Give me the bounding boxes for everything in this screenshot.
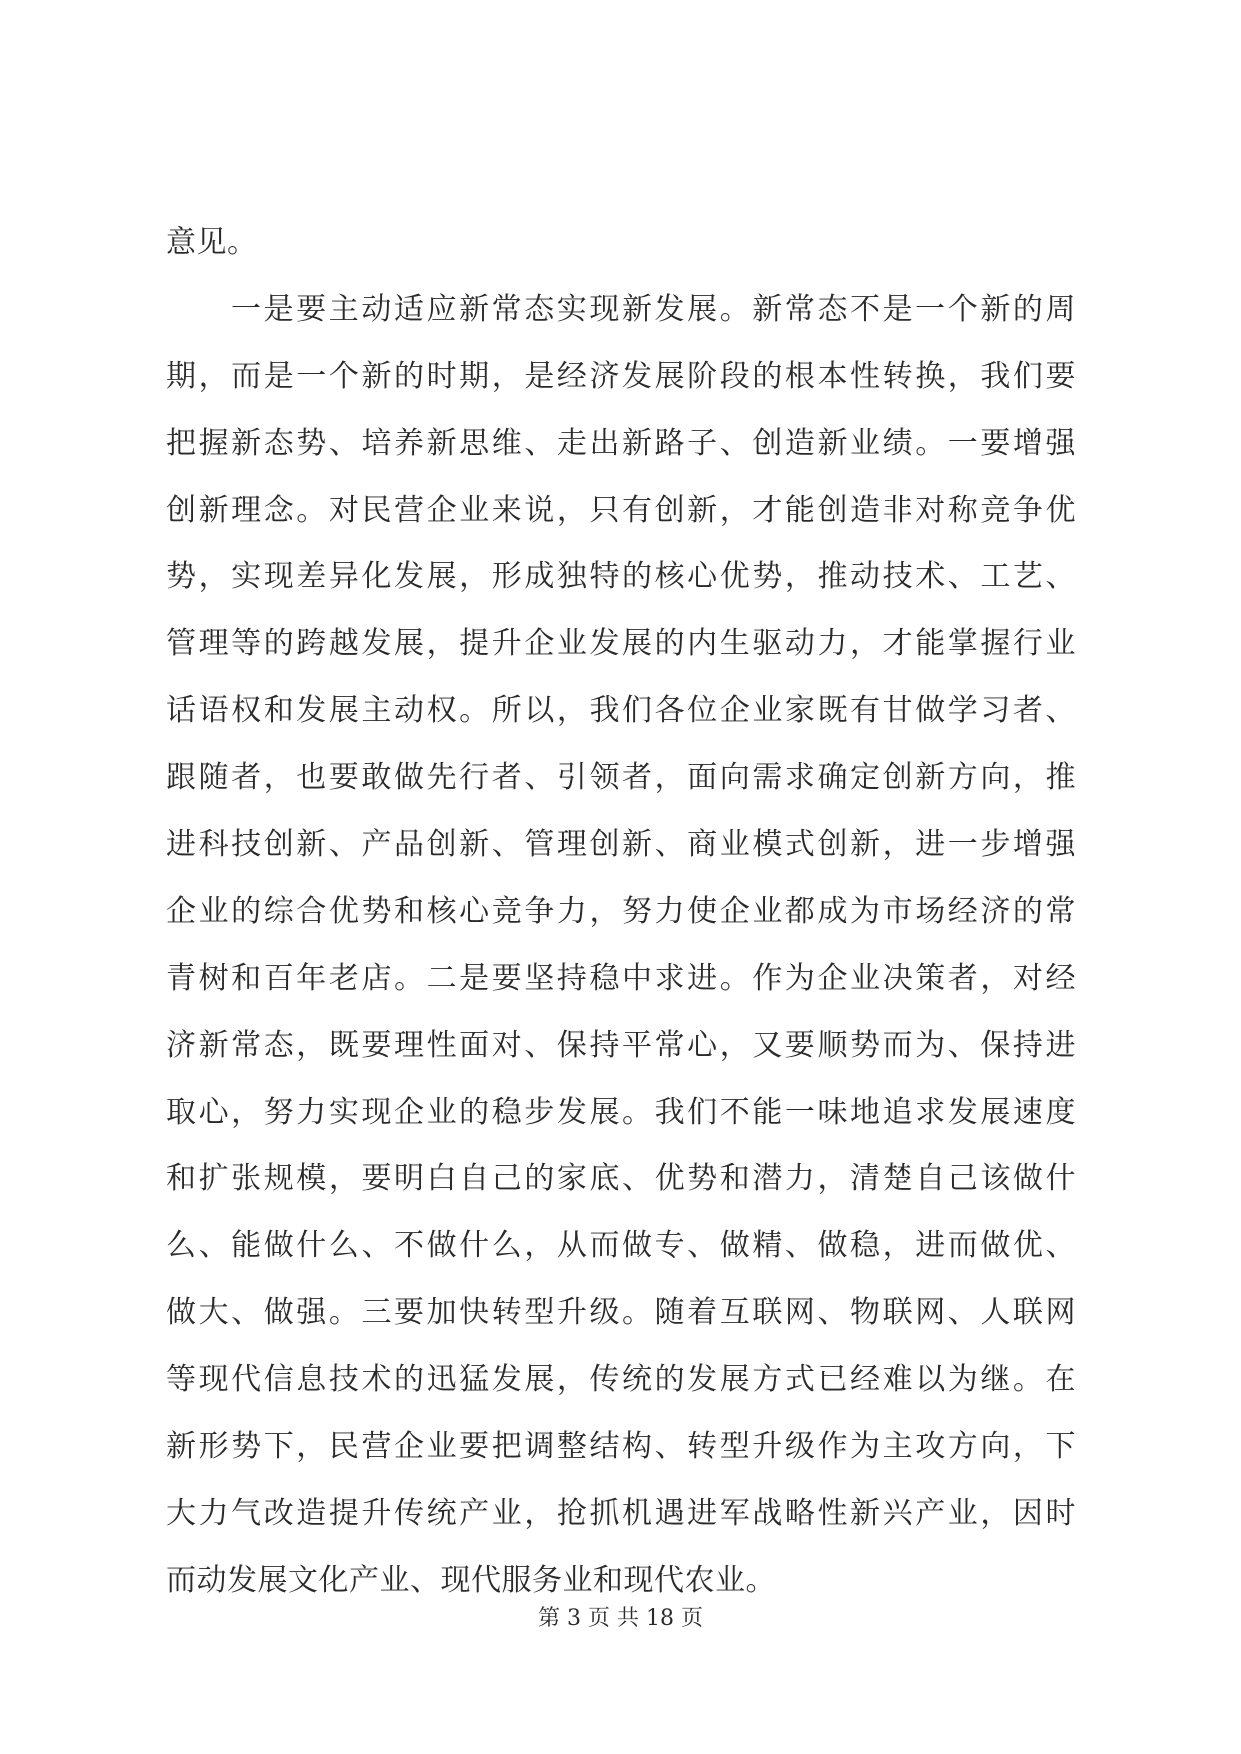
text-line: 话语权和发展主动权。所以，我们各位企业家既有甘做学习者、 (166, 693, 1076, 729)
text-line: 大力气改造提升传统产业，抢抓机遇进军战略性新兴产业，因时 (166, 1495, 1076, 1531)
text-line: 和扩张规模，要明白自己的家底、优势和潜力，清楚自己该做什 (166, 1161, 1076, 1197)
text-line: 么、能做什么、不做什么，从而做专、做精、做稳，进而做优、 (166, 1228, 1076, 1264)
text-line: 势，实现差异化发展，形成独特的核心优势，推动技术、工艺、 (166, 559, 1076, 595)
text-line: 做大、做强。三要加快转型升级。随着互联网、物联网、人联网 (166, 1295, 1076, 1331)
text-line: 取心，努力实现企业的稳步发展。我们不能一味地追求发展速度 (166, 1094, 1076, 1130)
text-line: 把握新态势、培养新思维、走出新路子、创造新业绩。一要增强 (166, 425, 1076, 461)
text-line: 企业的综合优势和核心竞争力，努力使企业都成为市场经济的常 (166, 893, 1076, 929)
page-number-footer: 第 3 页 共 18 页 (538, 1606, 703, 1631)
body-text (166, 210, 1076, 1615)
text-line: 等现代信息技术的迅猛发展，传统的发展方式已经难以为继。在 (166, 1362, 1076, 1398)
text-line: 而动发展文化产业、现代服务业和现代农业。 (166, 1562, 776, 1598)
text-line: 新形势下，民营企业要把调整结构、转型升级作为主攻方向，下 (166, 1429, 1076, 1465)
text-line: 进科技创新、产品创新、管理创新、商业模式创新，进一步增强 (166, 827, 1076, 863)
text-line: 一是要主动适应新常态实现新发展。新常态不是一个新的周 (231, 291, 1076, 327)
text-line: 创新理念。对民营企业来说，只有创新，才能创造非对称竞争优 (166, 492, 1076, 528)
text-line: 跟随者，也要敢做先行者、引领者，面向需求确定创新方向，推 (166, 760, 1076, 796)
text-line: 青树和百年老店。二是要坚持稳中求进。作为企业决策者，对经 (166, 960, 1076, 996)
text-line: 济新常态，既要理性面对、保持平常心，又要顺势而为、保持进 (166, 1027, 1076, 1063)
text-line: 管理等的跨越发展，提升企业发展的内生驱动力，才能掌握行业 (166, 626, 1076, 662)
text-line: 意见。 (166, 225, 258, 260)
text-line: 期，而是一个新的时期，是经济发展阶段的根本性转换，我们要 (166, 358, 1076, 394)
